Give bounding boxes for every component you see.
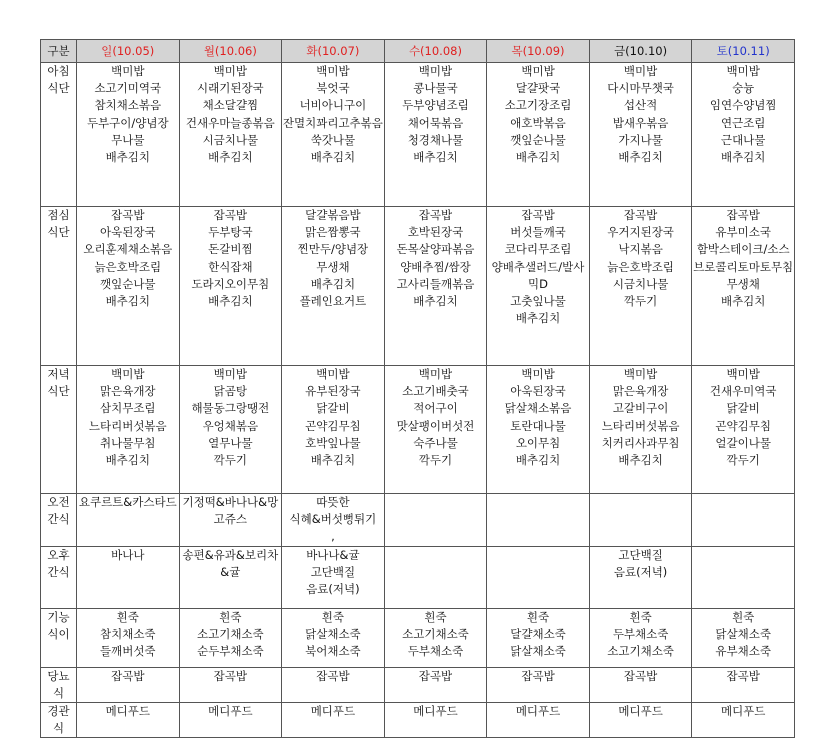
- row-morning-snack: [41, 494, 795, 547]
- menu-item: 코다리무조림: [504, 242, 572, 257]
- menu-item: 흰죽: [629, 610, 652, 624]
- menu-item: 취나물무침: [100, 435, 156, 450]
- menu-item: 잡곡밥: [521, 208, 555, 222]
- menu-item: 돈갈비찜: [208, 242, 253, 257]
- menu-item: 배추김치: [310, 453, 356, 468]
- menu-item: 깍두기: [623, 294, 658, 309]
- menu-cell-afternoon-snack-tue: [282, 547, 385, 609]
- menu-item: 늙은호박조림: [94, 259, 162, 274]
- menu-item: 소고기채소죽: [607, 644, 674, 659]
- menu-item: 유부채소죽: [715, 644, 771, 659]
- row-breakfast: [41, 63, 795, 207]
- menu-item: 식혜&버섯뻥튀기: [289, 512, 377, 527]
- menu-cell-afternoon-snack-thu: [487, 547, 590, 609]
- menu-item: 흰죽: [424, 610, 447, 624]
- menu-item: 얼갈이나물: [715, 435, 771, 450]
- menu-item: 배추김치: [105, 150, 150, 165]
- menu-item: 배추김치: [618, 150, 663, 165]
- menu-cell-tube-feeding-thu: [487, 703, 590, 738]
- menu-item: 잡곡밥: [316, 669, 350, 683]
- menu-item: 요쿠르트&카스타드: [78, 495, 177, 509]
- menu-item: 오이무침: [515, 435, 561, 450]
- menu-item: 흰죽: [526, 610, 550, 624]
- menu-item: 고갈비구이: [612, 401, 669, 416]
- menu-item: 소고기장조림: [504, 98, 572, 113]
- menu-cell-diabetic-diet-mon: [179, 668, 282, 703]
- menu-item: 바나나&귤: [306, 548, 360, 562]
- menu-item: 잡곡밥: [418, 669, 453, 683]
- menu-item: 느타리버섯볶음: [601, 418, 680, 433]
- row-label-lunch: [41, 207, 77, 366]
- row-label-line: 식: [52, 721, 65, 735]
- menu-item: 배추김치: [413, 294, 458, 309]
- menu-item: 양배추샐러드/발사믹D: [491, 259, 585, 291]
- day-header-sun: 일(10.05): [77, 40, 180, 63]
- menu-item: 임연수양념찜: [709, 98, 777, 113]
- menu-item: 백미밥: [726, 367, 760, 381]
- row-label-line: 간식: [47, 565, 70, 579]
- menu-item: 백미밥: [316, 367, 350, 381]
- menu-cell-tube-feeding-sat: [692, 703, 795, 738]
- menu-item: 채소달걀찜: [202, 98, 259, 113]
- menu-item: 버섯들깨국: [510, 225, 566, 240]
- menu-cell-lunch-sun: [77, 207, 180, 366]
- menu-item: 잡곡밥: [418, 208, 453, 222]
- menu-item: 숙주나물: [413, 435, 458, 450]
- menu-item: 아욱된장국: [510, 384, 566, 399]
- row-label-line: 기능: [47, 610, 70, 624]
- row-functional-diet: [41, 609, 795, 668]
- menu-item: 밥새우볶음: [612, 115, 669, 130]
- menu-cell-breakfast-thu: [487, 63, 590, 207]
- menu-item: 흰죽: [321, 610, 345, 624]
- menu-cell-afternoon-snack-fri: [589, 547, 692, 609]
- menu-item: 음료(저녁): [613, 565, 668, 580]
- menu-item: 치커리사과무침: [601, 435, 680, 450]
- menu-item: 유부된장국: [305, 384, 361, 399]
- menu-item: 소고기배춧국: [402, 384, 469, 399]
- day-header-fri: 금(10.10): [589, 40, 692, 63]
- row-lunch: [41, 207, 795, 366]
- menu-item: 우엉채볶음: [202, 418, 259, 433]
- menu-cell-afternoon-snack-sat: [692, 547, 795, 609]
- menu-cell-morning-snack-fri: [589, 494, 692, 547]
- menu-item: 닭살채소볶음: [504, 401, 572, 416]
- menu-cell-dinner-thu: [487, 366, 590, 494]
- row-label-line: 식단: [47, 81, 70, 95]
- row-label-afternoon-snack: [41, 547, 77, 609]
- menu-cell-tube-feeding-sun: [77, 703, 180, 738]
- menu-item: 달걀팟국: [515, 81, 561, 96]
- day-header-thu: 목(10.09): [487, 40, 590, 63]
- menu-item: 양배추찜/쌈장: [400, 259, 471, 274]
- menu-item: 음료(저녁): [306, 582, 360, 597]
- menu-item: 백미밥: [418, 367, 453, 381]
- menu-cell-morning-snack-wed: [384, 494, 487, 547]
- menu-item: 닭갈비: [726, 401, 760, 416]
- menu-item: 들깨버섯죽: [100, 644, 156, 659]
- row-label-line: 아침: [47, 64, 70, 78]
- menu-item: 메디푸드: [618, 704, 663, 718]
- row-label-breakfast: [41, 63, 77, 207]
- menu-item: 닭살채소죽: [510, 644, 566, 659]
- menu-item: 애호박볶음: [510, 115, 566, 130]
- menu-item: 깻잎순나물: [510, 132, 566, 147]
- menu-item: 도라지오이무침: [191, 276, 270, 291]
- menu-item: 두부양념조림: [402, 98, 469, 113]
- menu-item: 함박스테이크/소스: [696, 242, 790, 257]
- menu-item: 호박잎나물: [305, 435, 361, 450]
- menu-item: 브로콜리토마토무침: [693, 259, 794, 274]
- menu-item: 청경채나물: [407, 132, 464, 147]
- menu-cell-lunch-sat: [692, 207, 795, 366]
- menu-item: 북엇국: [316, 81, 350, 96]
- menu-cell-diabetic-diet-sun: [77, 668, 180, 703]
- menu-item: 배추김치: [720, 294, 766, 309]
- row-label-diabetic-diet: [41, 668, 77, 703]
- menu-item: 시래기된장국: [197, 81, 264, 96]
- menu-item: 플레인요거트: [299, 294, 367, 309]
- menu-item: 달걀채소죽: [510, 627, 566, 642]
- menu-cell-lunch-thu: [487, 207, 590, 366]
- menu-item: 곤약김무침: [715, 418, 771, 433]
- row-label-line: 식이: [47, 627, 70, 641]
- menu-item: 잡곡밥: [726, 208, 760, 222]
- menu-item: 흰죽: [732, 610, 755, 624]
- menu-cell-morning-snack-sun: [77, 494, 180, 547]
- menu-item: 백미밥: [418, 64, 453, 78]
- day-header-tue: 화(10.07): [282, 40, 385, 63]
- menu-cell-morning-snack-tue: [282, 494, 385, 547]
- menu-cell-dinner-tue: [282, 366, 385, 494]
- menu-item: 배추김치: [208, 294, 253, 309]
- menu-item: 잡곡밥: [213, 669, 247, 683]
- menu-item: 메디푸드: [105, 704, 150, 718]
- menu-cell-dinner-sat: [692, 366, 795, 494]
- menu-cell-afternoon-snack-wed: [384, 547, 487, 609]
- menu-cell-afternoon-snack-mon: [179, 547, 282, 609]
- menu-cell-dinner-wed: [384, 366, 487, 494]
- menu-cell-morning-snack-mon: [179, 494, 282, 547]
- menu-item: 깍두기: [726, 453, 760, 468]
- row-label-line: 간식: [47, 512, 70, 526]
- menu-item: 소고기채소죽: [402, 627, 469, 642]
- menu-item: 숭늉: [732, 81, 755, 96]
- row-label-tube-feeding: [41, 703, 77, 738]
- row-label-line: 오후: [47, 548, 70, 562]
- menu-item: 따뜻한: [316, 495, 350, 509]
- row-label-morning-snack: [41, 494, 77, 547]
- menu-item: 깍두기: [418, 453, 453, 468]
- menu-item: 소고기미역국: [94, 81, 162, 96]
- menu-item: 달걀볶음밥: [305, 208, 361, 222]
- row-label-line: 당뇨: [47, 669, 70, 683]
- menu-item: 무생채: [726, 276, 760, 291]
- menu-item: 배추김치: [515, 311, 561, 326]
- menu-cell-diabetic-diet-sat: [692, 668, 795, 703]
- menu-cell-tube-feeding-wed: [384, 703, 487, 738]
- menu-item: ,: [331, 529, 335, 544]
- menu-cell-functional-diet-fri: [589, 609, 692, 668]
- header-label: 구분: [41, 40, 77, 63]
- menu-cell-diabetic-diet-tue: [282, 668, 385, 703]
- menu-item: 배추김치: [105, 453, 150, 468]
- menu-cell-diabetic-diet-wed: [384, 668, 487, 703]
- menu-item: 토란대나물: [510, 418, 566, 433]
- menu-item: 메디푸드: [310, 704, 356, 718]
- menu-item: 고단백질: [618, 548, 663, 562]
- menu-item: 시금치나물: [612, 276, 669, 291]
- menu-item: 두부채소죽: [407, 644, 464, 659]
- menu-item: 호박된장국: [407, 225, 464, 240]
- menu-cell-morning-snack-thu: [487, 494, 590, 547]
- menu-item: 백미밥: [521, 64, 555, 78]
- menu-item: 백미밥: [521, 367, 555, 381]
- menu-item: 연근조림: [720, 115, 766, 130]
- day-header-wed: 수(10.08): [384, 40, 487, 63]
- menu-cell-functional-diet-wed: [384, 609, 487, 668]
- menu-item: 배추김치: [208, 150, 253, 165]
- menu-item: 두부구이/양념장: [86, 115, 169, 130]
- menu-cell-afternoon-snack-sun: [77, 547, 180, 609]
- menu-cell-functional-diet-tue: [282, 609, 385, 668]
- menu-item: 참치채소볶음: [94, 98, 162, 113]
- menu-cell-functional-diet-sun: [77, 609, 180, 668]
- menu-cell-lunch-mon: [179, 207, 282, 366]
- row-label-line: 저녁: [47, 367, 70, 381]
- row-label-line: 점심: [47, 208, 70, 222]
- day-header-sat: 토(10.11): [692, 40, 795, 63]
- menu-item: 두부탕국: [208, 225, 253, 240]
- menu-item: 고사리들깨볶음: [396, 276, 475, 291]
- menu-item: 맛살팽이버섯전: [396, 418, 475, 433]
- menu-item: 다시마무챗국: [607, 81, 674, 96]
- row-label-line: 오전: [47, 495, 70, 509]
- menu-item: 흰죽: [219, 610, 242, 624]
- row-label-line: 식: [52, 686, 65, 700]
- menu-item: 배추김치: [105, 294, 150, 309]
- menu-item: 고단백질: [310, 565, 356, 580]
- menu-item: 시금치나물: [202, 132, 259, 147]
- menu-item: 무나물: [111, 132, 145, 147]
- menu-cell-breakfast-fri: [589, 63, 692, 207]
- menu-item: 깻잎순나물: [100, 276, 156, 291]
- menu-item: 유부미소국: [715, 225, 771, 240]
- row-tube-feeding: [41, 703, 795, 738]
- menu-item: 너비아니구이: [299, 98, 367, 113]
- menu-cell-breakfast-sun: [77, 63, 180, 207]
- menu-cell-diabetic-diet-fri: [589, 668, 692, 703]
- menu-cell-tube-feeding-mon: [179, 703, 282, 738]
- menu-item: 낙지볶음: [618, 242, 663, 257]
- menu-item: 메디푸드: [413, 704, 458, 718]
- menu-item: 근대나물: [720, 132, 766, 147]
- menu-item: 적어구이: [413, 401, 458, 416]
- menu-item: 가지나물: [618, 132, 663, 147]
- menu-cell-functional-diet-sat: [692, 609, 795, 668]
- menu-item: 참치채소죽: [100, 627, 156, 642]
- menu-item: 우거지된장국: [607, 225, 674, 240]
- menu-item: 잔멸치꽈리고추볶음: [282, 115, 383, 130]
- menu-item: 잡곡밥: [111, 208, 145, 222]
- row-label-line: 경관: [47, 704, 70, 718]
- menu-item: 돈목살양파볶음: [396, 242, 475, 257]
- row-label-dinner: [41, 366, 77, 494]
- menu-item: 백미밥: [726, 64, 760, 78]
- menu-item: 건새우마늘종볶음: [185, 115, 275, 130]
- row-label-functional-diet: [41, 609, 77, 668]
- menu-item: 백미밥: [111, 64, 145, 78]
- menu-item: 바나나: [111, 548, 145, 562]
- menu-cell-dinner-fri: [589, 366, 692, 494]
- menu-cell-tube-feeding-fri: [589, 703, 692, 738]
- menu-item: 고춧잎나물: [510, 294, 566, 309]
- menu-item: 두부채소죽: [612, 627, 669, 642]
- menu-item: 한식잡채: [208, 259, 253, 274]
- menu-cell-dinner-sun: [77, 366, 180, 494]
- menu-cell-morning-snack-sat: [692, 494, 795, 547]
- menu-item: 송편&유과&보리차&귤: [182, 548, 279, 580]
- header-row: [41, 40, 795, 63]
- meal-rows: [41, 63, 795, 738]
- menu-item: 콩나물국: [413, 81, 458, 96]
- menu-item: 삼치무조림: [100, 401, 156, 416]
- menu-item: 느타리버섯볶음: [88, 418, 167, 433]
- menu-item: 기정떡&바나나&망고쥬스: [182, 495, 279, 527]
- row-label-line: 식단: [47, 225, 70, 239]
- row-dinner: [41, 366, 795, 494]
- day-header-mon: 월(10.06): [179, 40, 282, 63]
- menu-item: 잡곡밥: [111, 669, 145, 683]
- menu-item: 닭갈비: [316, 401, 350, 416]
- menu-item: 배추김치: [720, 150, 766, 165]
- menu-item: 순두부채소죽: [197, 644, 264, 659]
- menu-item: 닭살채소죽: [305, 627, 361, 642]
- menu-item: 잡곡밥: [521, 669, 555, 683]
- menu-item: 배추김치: [310, 276, 356, 291]
- menu-cell-lunch-tue: [282, 207, 385, 366]
- menu-cell-lunch-fri: [589, 207, 692, 366]
- menu-item: 깍두기: [213, 453, 247, 468]
- menu-item: 배추김치: [515, 150, 561, 165]
- menu-item: 메디푸드: [720, 704, 766, 718]
- menu-item: 늙은호박조림: [607, 259, 674, 274]
- row-label-line: 식단: [47, 384, 70, 398]
- menu-cell-tube-feeding-tue: [282, 703, 385, 738]
- menu-item: 백미밥: [623, 367, 658, 381]
- menu-item: 메디푸드: [208, 704, 253, 718]
- menu-item: 건새우미역국: [709, 384, 777, 399]
- menu-cell-breakfast-sat: [692, 63, 795, 207]
- menu-item: 섭산적: [623, 98, 658, 113]
- menu-item: 채어묵볶음: [407, 115, 464, 130]
- menu-item: 해물동그랑땡전: [191, 401, 270, 416]
- menu-item: 잡곡밥: [623, 208, 658, 222]
- menu-item: 닭살채소죽: [715, 627, 771, 642]
- menu-item: 배추김치: [515, 453, 561, 468]
- menu-cell-dinner-mon: [179, 366, 282, 494]
- menu-item: 백미밥: [213, 367, 247, 381]
- menu-item: 북어채소죽: [305, 644, 361, 659]
- menu-item: 무생채: [316, 259, 350, 274]
- menu-item: 잡곡밥: [726, 669, 760, 683]
- menu-item: 백미밥: [213, 64, 247, 78]
- menu-item: 백미밥: [623, 64, 658, 78]
- menu-item: 곤약김무침: [305, 418, 361, 433]
- menu-item: 아욱된장국: [100, 225, 156, 240]
- menu-item: 잡곡밥: [213, 208, 247, 222]
- menu-item: 쑥갓나물: [310, 132, 356, 147]
- menu-item: 백미밥: [111, 367, 145, 381]
- menu-item: 오리훈제채소볶음: [83, 242, 173, 257]
- menu-item: 배추김치: [618, 453, 663, 468]
- row-afternoon-snack: [41, 547, 795, 609]
- menu-item: 찐만두/양념장: [297, 242, 369, 257]
- menu-item: 소고기채소죽: [197, 627, 264, 642]
- menu-item: 배추김치: [413, 150, 458, 165]
- menu-item: 흰죽: [116, 610, 139, 624]
- menu-item: 배추김치: [310, 150, 356, 165]
- menu-cell-functional-diet-mon: [179, 609, 282, 668]
- menu-item: 백미밥: [316, 64, 350, 78]
- menu-item: 메디푸드: [515, 704, 561, 718]
- menu-cell-breakfast-tue: [282, 63, 385, 207]
- menu-cell-diabetic-diet-thu: [487, 668, 590, 703]
- menu-cell-lunch-wed: [384, 207, 487, 366]
- menu-item: 열무나물: [208, 435, 253, 450]
- row-diabetic-diet: [41, 668, 795, 703]
- menu-item: 닭곰탕: [213, 384, 247, 399]
- menu-cell-functional-diet-thu: [487, 609, 590, 668]
- menu-cell-breakfast-wed: [384, 63, 487, 207]
- meal-plan-table: [40, 39, 795, 738]
- menu-item: 맑은육개장: [612, 384, 669, 399]
- menu-item: 잡곡밥: [623, 669, 658, 683]
- menu-item: 맑은육개장: [100, 384, 156, 399]
- menu-item: 맑은짬뽕국: [305, 225, 361, 240]
- menu-cell-breakfast-mon: [179, 63, 282, 207]
